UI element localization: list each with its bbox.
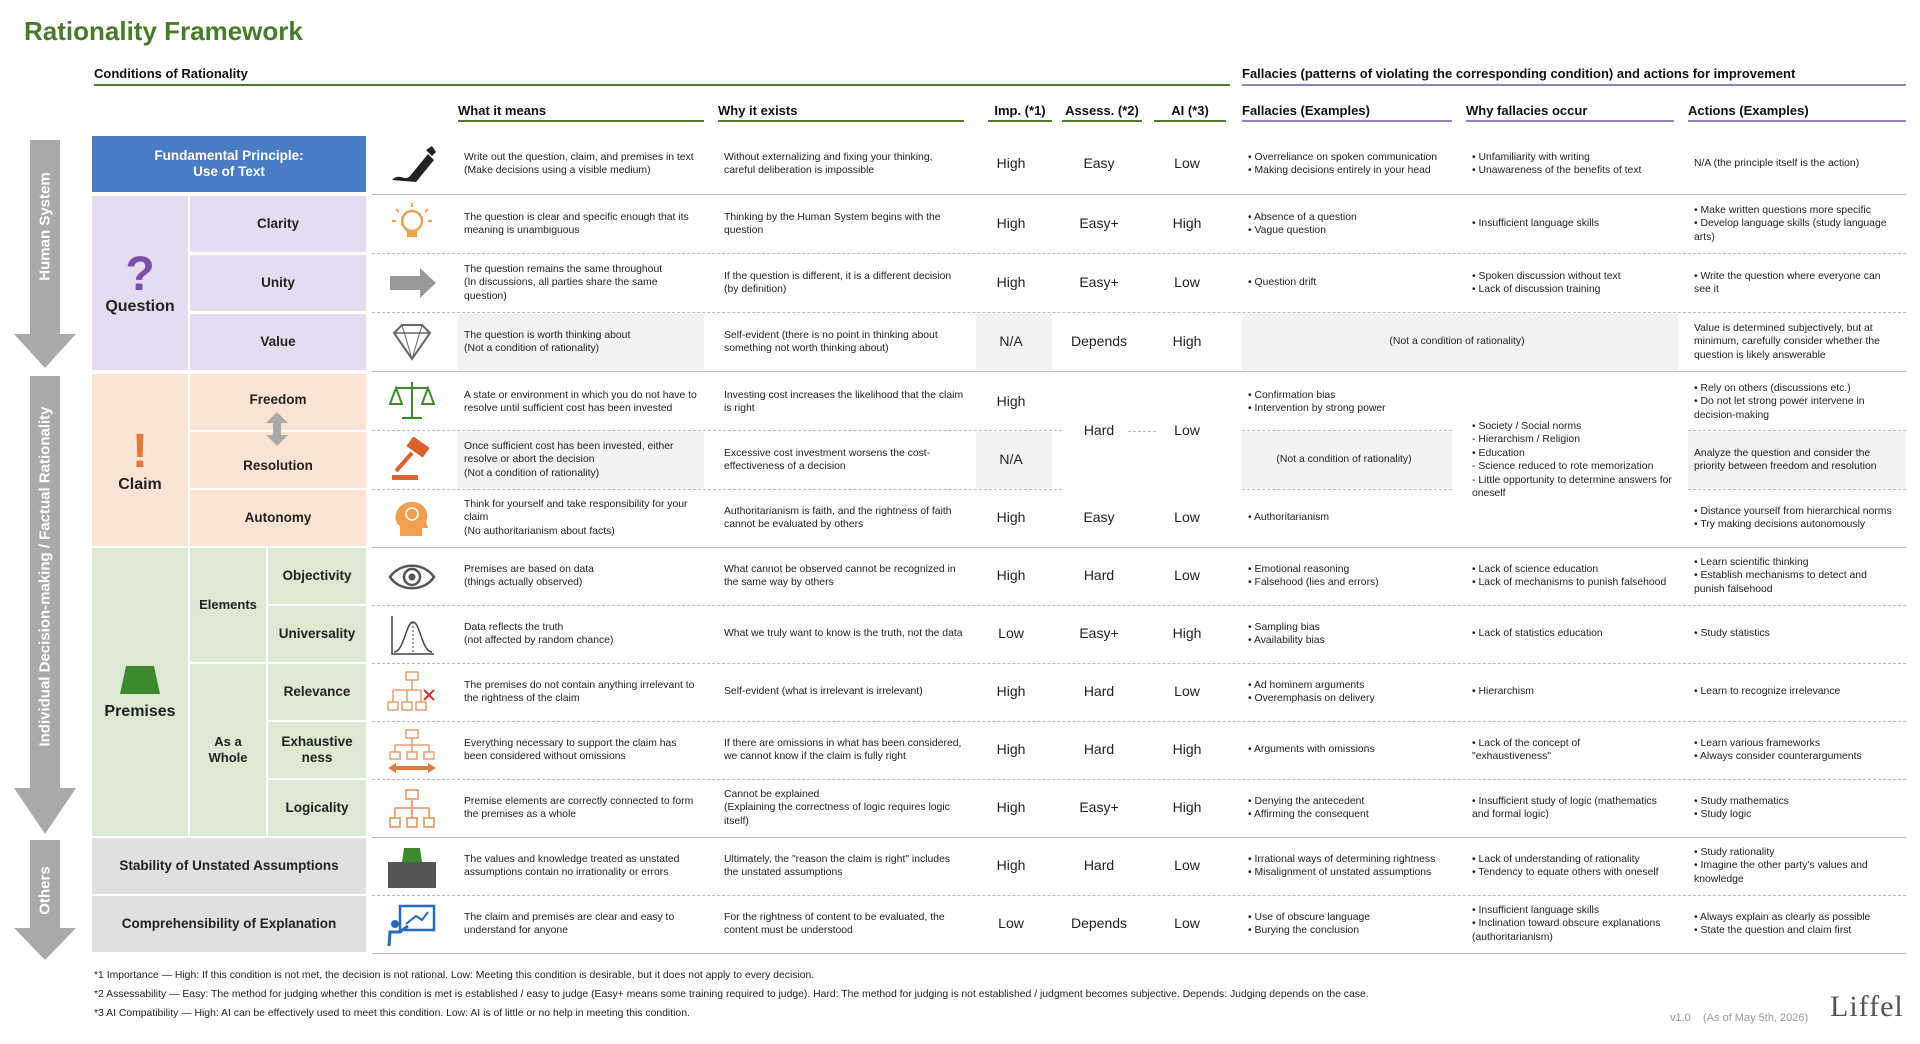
cell-ai: Low (1174, 155, 1200, 172)
col-means: What it means (458, 103, 704, 122)
cell-why: Ultimately, the "reason the claim is right" includes the unstated assumptions (724, 853, 951, 878)
cell-why-fallacies: • Lack of science education • Lack of mechanisms to punish falsehood (1472, 563, 1667, 588)
cell-why-fallacies: • Lack of statistics education (1472, 628, 1603, 640)
cell-actions: • Study statistics (1694, 628, 1770, 640)
cell-means: Once sufficient cost has been invested, either resolve or abort the decision (Not a condition of rationality) (464, 440, 674, 479)
up-down-arrow-icon (264, 410, 290, 448)
cell-why-fallacies: • Insufficient language skills • Inclination toward obscure explanations (authoritarianism) (1472, 904, 1661, 943)
col-actions: Actions (Examples) (1688, 103, 1906, 122)
cell-assess: Easy (1083, 155, 1115, 172)
cell-actions: • Make written questions more specific • Develop language skills (study language arts) (1694, 204, 1887, 243)
row-line (372, 253, 1906, 254)
cell-imp: N/A (999, 333, 1023, 350)
logo: Liffel (1830, 990, 1904, 1023)
cell-imp: High (996, 799, 1026, 816)
label-comprehensibility: Comprehensibility of Explanation (92, 896, 366, 952)
scales-icon (386, 378, 438, 424)
cell-why-fallacies: • Spoken discussion without text • Lack of discussion training (1472, 270, 1621, 295)
cell-actions: • Study mathematics • Study logic (1694, 795, 1789, 820)
cell-imp: High (996, 741, 1026, 758)
cell-fallacies: • Confirmation bias • Intervention by strong power (1248, 389, 1386, 414)
cell-why: If the question is different, it is a different decision (by definition) (724, 270, 952, 295)
cell-means: A state or environment in which you do not have to resolve until sufficient cost has been invested (464, 389, 697, 414)
label-exhaustiveness: Exhaustive ness (268, 722, 366, 778)
cell-imp: High (996, 393, 1026, 410)
col-why-fallacies: Why fallacies occur (1466, 103, 1674, 122)
cell-ai: High (1172, 799, 1202, 816)
row-line (372, 371, 1906, 372)
row-line (1688, 430, 1906, 431)
version-label: v1.0 (As of May 5th, 2026) (1670, 1012, 1809, 1024)
cell-why: Investing cost increases the likelihood that the claim is right (724, 389, 964, 414)
cell-fallacies: • Irrational ways of determining rightness • Misalignment of unstated assumptions (1248, 853, 1436, 878)
tree-logic-icon (386, 786, 438, 832)
gavel-icon (386, 437, 438, 483)
cell-actions: • Rely on others (discussions etc.) • Do not let strong power intervene in decision-making (1694, 382, 1865, 421)
row-line (372, 194, 1906, 195)
cell-means: The claim and premises are clear and easy to understand for anyone (464, 911, 675, 936)
cell-means: The question remains the same throughout (In discussions, all parties share the same question) (464, 263, 663, 302)
row-line (372, 953, 1906, 954)
cell-why-fallacies: • Insufficient study of logic (mathematics and formal logic) (1472, 795, 1657, 820)
col-fallacies: Fallacies (Examples) (1242, 103, 1452, 122)
cell-assess: Hard (1083, 857, 1115, 874)
cell-imp: High (996, 155, 1026, 172)
lightbulb-icon (386, 201, 438, 247)
eye-icon (386, 554, 438, 600)
presentation-icon (386, 902, 438, 948)
cell-fallacies: • Denying the antecedent • Affirming the consequent (1248, 795, 1369, 820)
cell-means: Write out the question, claim, and premises in text (Make decisions using a visible medium) (464, 151, 694, 176)
label-stability: Stability of Unstated Assumptions (92, 838, 366, 894)
cell-assess: Easy+ (1079, 625, 1119, 642)
label-freedom: Freedom (190, 374, 366, 430)
cell-why: Cannot be explained (Explaining the correctness of logic requires logic itself) (724, 788, 950, 827)
label-objectivity: Objectivity (268, 548, 366, 604)
cell-actions: • Study rationality • Imagine the other party's values and knowledge (1694, 846, 1868, 885)
cell-means: Data reflects the truth (not affected by random chance) (464, 621, 614, 646)
cell-why: If there are omissions in what has been considered, we cannot know if the claim is fully right (724, 737, 962, 762)
cell-fallacies: • Overreliance on spoken communication • Making decisions entirely in your head (1248, 151, 1438, 176)
arrow-right-icon (386, 260, 438, 306)
cell-ai: High (1172, 741, 1202, 758)
cell-means: The values and knowledge treated as unstated assumptions contain no irrationality or errors (464, 853, 680, 878)
cell-means: Think for yourself and take responsibility for your claim (No authoritarianism about facts) (464, 498, 688, 537)
cell-assess: Depends (1070, 915, 1128, 932)
cell-assess: Easy+ (1079, 215, 1119, 232)
label-clarity: Clarity (190, 196, 366, 252)
cell-assess: Easy+ (1079, 274, 1119, 291)
label-relevance: Relevance (268, 664, 366, 720)
cell-means: The premises do not contain anything irrelevant to the rightness of the claim (464, 679, 695, 704)
footnote-2: *2 Assessability — Easy: The method for judging whether this condition is met is established / easy to judge (Easy+ means some training required to judge). Hard: The method for judging is not established / judgment becomes subjective. Depends: Judging depends on the case. (94, 989, 1369, 1000)
cell-fallacies: • Use of obscure language • Burying the conclusion (1248, 911, 1371, 936)
cell-actions: • Always explain as clearly as possible • State the question and claim first (1694, 911, 1871, 936)
cell-fallacies: • Emotional reasoning • Falsehood (lies and errors) (1248, 563, 1379, 588)
cell-imp: Low (998, 915, 1024, 932)
question-block (92, 196, 188, 370)
question-mark-icon: ? (125, 248, 155, 301)
premises-block (92, 548, 188, 836)
cell-actions: • Learn scientific thinking • Establish mechanisms to detect and punish falsehood (1694, 556, 1867, 595)
cell-assess: Easy+ (1079, 799, 1119, 816)
section-conditions: Conditions of Rationality (94, 66, 1230, 86)
row-line (372, 430, 1062, 431)
cell-imp: High (996, 683, 1026, 700)
cell-assess: Hard (1083, 741, 1115, 758)
cell-fallacies: (Not a condition of rationality) (1389, 336, 1525, 348)
pedestal-icon (386, 844, 438, 890)
cell-fallacies: • Question drift (1248, 277, 1317, 289)
cell-ai: Low (1174, 567, 1200, 584)
head-brain-icon (386, 496, 438, 542)
cell-why: Excessive cost investment worsens the cost-effectiveness of a decision (724, 447, 931, 472)
cell-actions: • Learn various frameworks • Always consider counterarguments (1694, 737, 1862, 762)
cell-imp: High (996, 274, 1026, 291)
cell-why: Authoritarianism is faith, and the rightness of faith cannot be evaluated by others (724, 505, 952, 530)
tree-relevance-icon (386, 670, 438, 716)
cell-ai: High (1172, 333, 1202, 350)
distribution-icon (386, 612, 438, 658)
cell-assess: Hard (1083, 683, 1115, 700)
cell-fallacies: • Authoritarianism (1248, 512, 1330, 524)
cell-means: Premises are based on data (things actually observed) (464, 563, 594, 588)
cell-means: Premise elements are correctly connected to form the premises as a whole (464, 795, 694, 820)
cell-imp: High (996, 215, 1026, 232)
cell-why-fallacies: • Lack of the concept of "exhaustiveness" (1472, 737, 1581, 762)
cell-ai-merged: Low (1174, 422, 1200, 439)
cell-why: What cannot be observed cannot be recognized in the same way by others (724, 563, 956, 588)
merge-dash (1128, 431, 1156, 432)
col-imp: Imp. (*1) (988, 103, 1052, 122)
label-value: Value (190, 314, 366, 370)
footnote-1: *1 Importance — High: If this condition is not met, the decision is not rational. Low: Meeting this condition is desirable, but it does not apply to every decision. (94, 970, 815, 981)
label-elements: Elements (190, 548, 266, 662)
side-others: Others (36, 866, 54, 915)
cell-imp: High (996, 567, 1026, 584)
side-human: Human System (36, 172, 54, 281)
col-why: Why it exists (718, 103, 964, 122)
cell-why: Self-evident (there is no point in thinking about something not worth thinking about) (724, 329, 938, 354)
cell-fallacies: (Not a condition of rationality) (1276, 454, 1412, 466)
cell-fallacies: • Arguments with omissions (1248, 744, 1375, 756)
cell-why-fallacies: • Hierarchism (1472, 686, 1534, 698)
label-universality: Universality (268, 606, 366, 662)
cell-ai: Low (1174, 915, 1200, 932)
cell-means: Everything necessary to support the claim has been considered without omissions (464, 737, 677, 762)
cell-why-fallacies: • Lack of understanding of rationality • Tendency to equate others with oneself (1472, 853, 1659, 878)
cell-imp: High (996, 857, 1026, 874)
col-assess: Assess. (*2) (1062, 103, 1142, 122)
section-fallacies: Fallacies (patterns of violating the corresponding condition) and actions for improvement (1242, 66, 1906, 86)
cell-fallacies: • Sampling bias • Availability bias (1248, 621, 1325, 646)
cell-assess: Depends (1070, 333, 1128, 350)
cell-why-fallacies: • Unfamiliarity with writing • Unawareness of the benefits of text (1472, 151, 1642, 176)
cell-actions: • Learn to recognize irrelevance (1694, 686, 1841, 698)
cell-why: Thinking by the Human System begins with the question (724, 211, 941, 236)
cell-ai: Low (1174, 274, 1200, 291)
label-claim: Claim (118, 476, 162, 493)
label-question: Question (105, 298, 175, 315)
cell-actions: • Write the question where everyone can see it (1694, 270, 1881, 295)
exclamation-icon: ! (132, 425, 148, 478)
cell-actions: N/A (the principle itself is the action) (1694, 158, 1860, 170)
page-title: Rationality Framework (24, 16, 303, 46)
side-individual: Individual Decision-making / Factual Rationality (36, 406, 54, 747)
cell-ai: High (1172, 625, 1202, 642)
pen-icon (386, 142, 438, 188)
tree-exhaustive-icon (386, 728, 438, 774)
cell-why: Self-evident (what is irrelevant is irrelevant) (724, 686, 923, 698)
cell-why-fallacies: • Insufficient language skills (1472, 218, 1600, 230)
cell-fallacies: • Ad hominem arguments • Overemphasis on delivery (1248, 679, 1375, 704)
footnote-3: *3 AI Compatibility — High: AI can be effectively used to meet this condition. Low: AI is of little or no help in meeting this condition. (94, 1008, 690, 1019)
label-unity: Unity (190, 255, 366, 311)
row-line (372, 312, 1906, 313)
diamond-icon (386, 319, 438, 365)
cell-actions: Value is determined subjectively, but at minimum, carefully consider whether the question is likely answerable (1694, 322, 1880, 361)
label-fundamental: Fundamental Principle: Use of Text (92, 136, 366, 192)
cell-ai: High (1172, 215, 1202, 232)
cell-ai: Low (1174, 857, 1200, 874)
cell-ai: Low (1174, 509, 1200, 526)
cell-assess-merged: Hard (1083, 422, 1115, 439)
col-ai: AI (*3) (1154, 103, 1226, 122)
cell-assess: Hard (1083, 567, 1115, 584)
cell-why: For the rightness of content to be evaluated, the content must be understood (724, 911, 945, 936)
cell-assess: Easy (1083, 509, 1115, 526)
cell-why-fallacies-merged: • Society / Social norms - Hierarchism / Religion • Education - Science reduced to rote memorization - Little opportunity to determine answers for oneself (1472, 420, 1672, 499)
claim-block (92, 374, 188, 546)
cell-means: The question is clear and specific enough that its meaning is unambiguous (464, 211, 689, 236)
cell-imp: N/A (999, 451, 1023, 468)
cell-actions: Analyze the question and consider the priority between freedom and resolution (1694, 447, 1877, 472)
cell-why: What we truly want to know is the truth, not the data (724, 628, 963, 640)
label-premises: Premises (104, 703, 176, 720)
cell-ai: Low (1174, 683, 1200, 700)
cell-fallacies: • Absence of a question • Vague question (1248, 211, 1357, 236)
cell-imp: High (996, 509, 1026, 526)
label-autonomy: Autonomy (190, 490, 366, 546)
label-logicality: Logicality (268, 780, 366, 836)
trapezoid-icon (118, 664, 162, 696)
cell-imp: Low (998, 625, 1024, 642)
row-line (1242, 430, 1452, 431)
cell-means: The question is worth thinking about (Not a condition of rationality) (464, 329, 631, 354)
cell-actions: • Distance yourself from hierarchical norms • Try making decisions autonomously (1694, 505, 1892, 530)
label-as-whole: As a Whole (190, 664, 266, 836)
label-resolution: Resolution (190, 432, 366, 488)
cell-why: Without externalizing and fixing your thinking, careful deliberation is impossible (724, 151, 933, 176)
